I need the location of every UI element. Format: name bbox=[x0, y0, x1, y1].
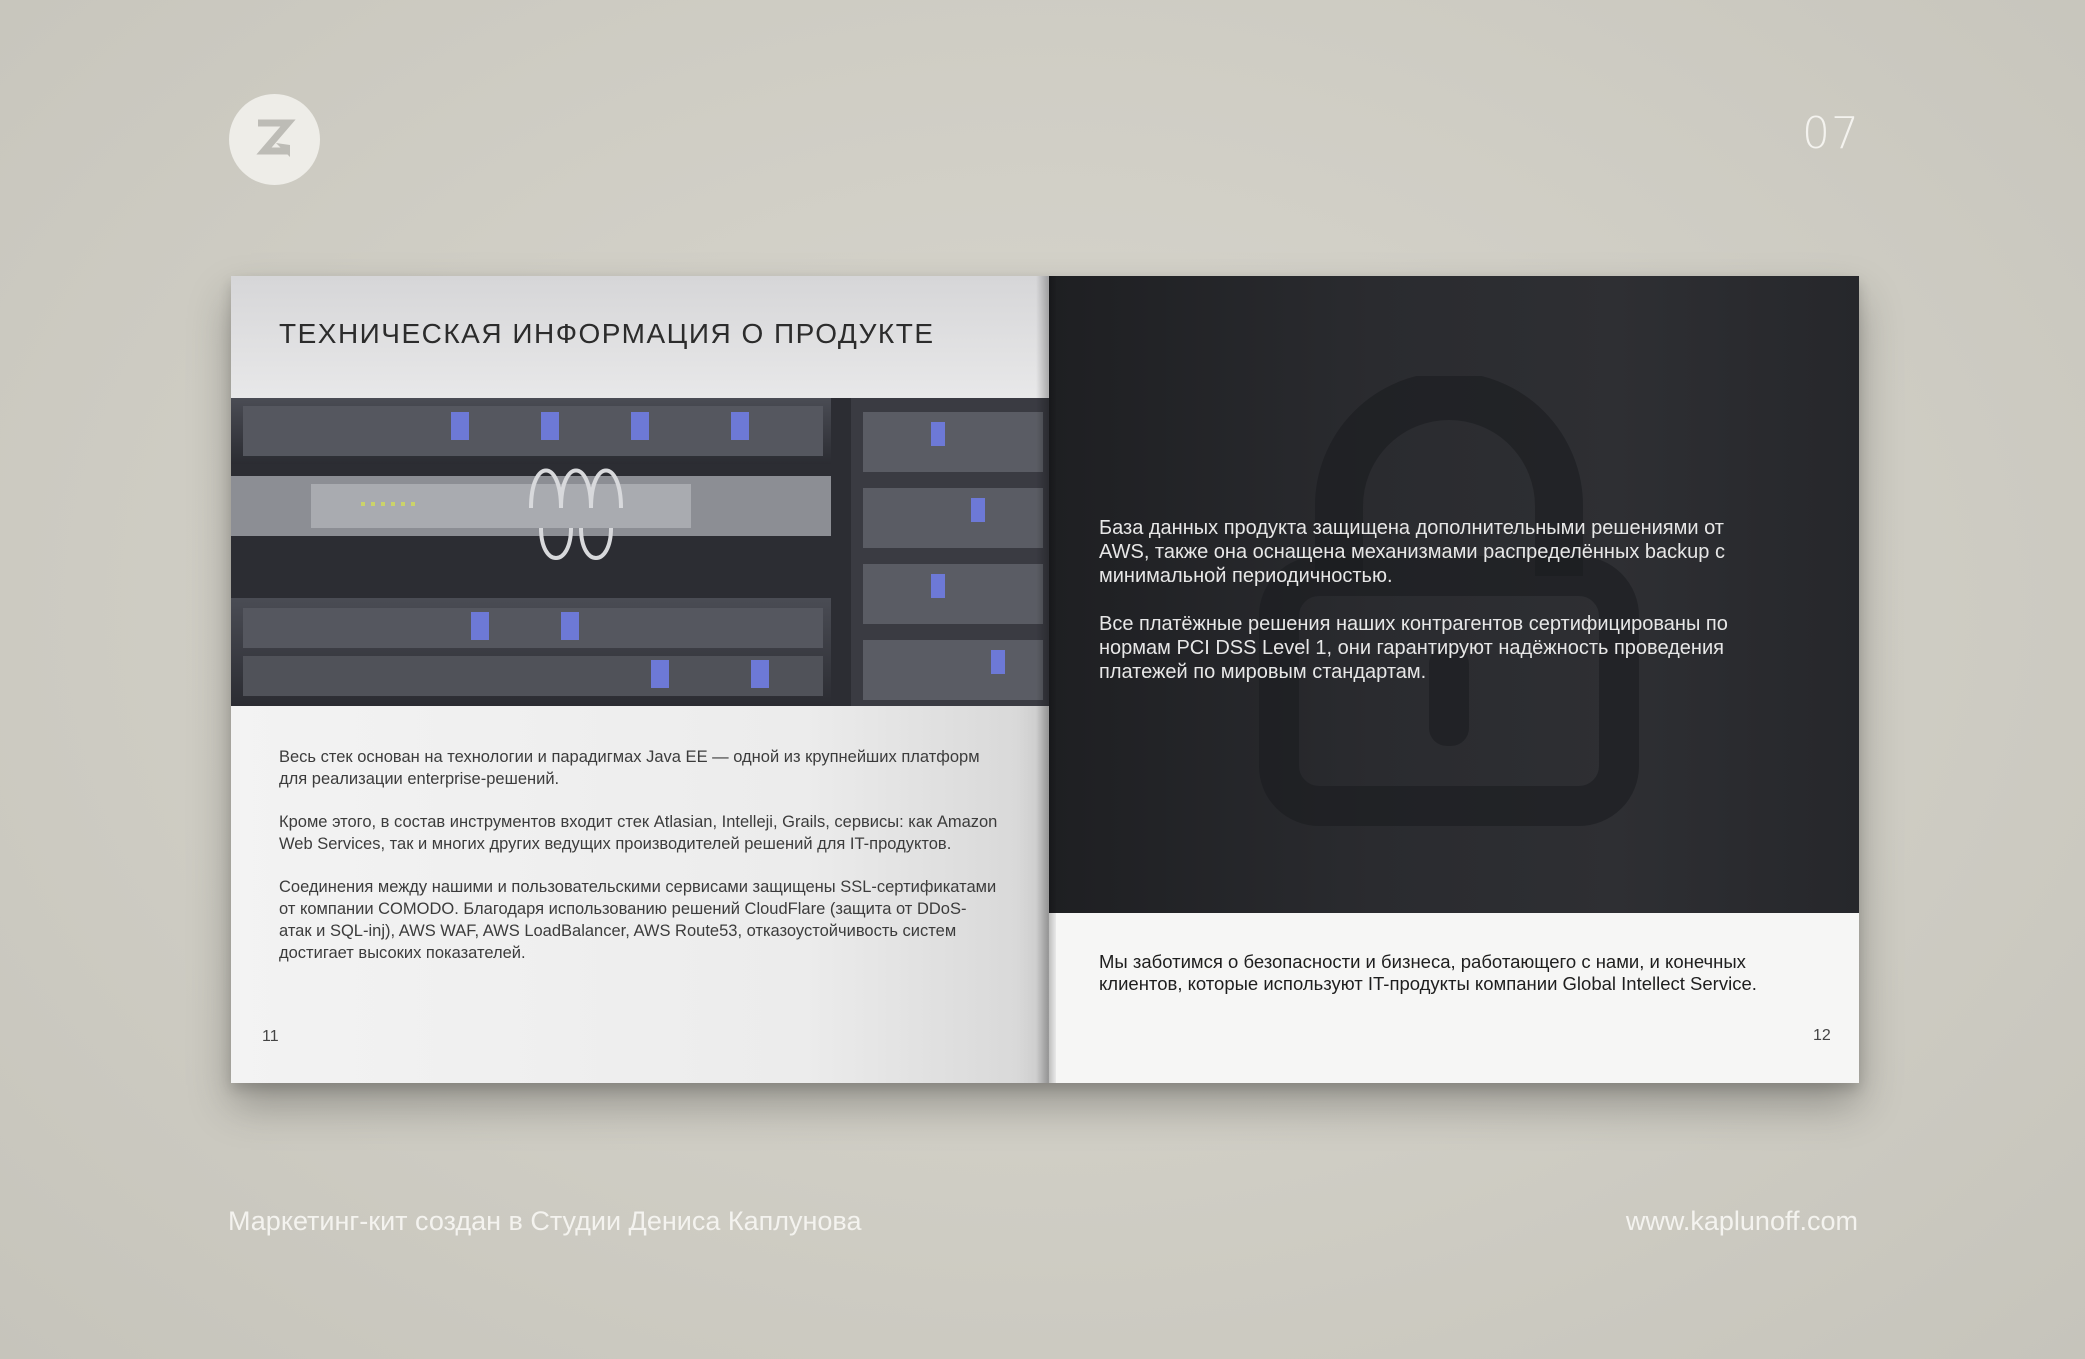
brochure-spread bbox=[231, 276, 1859, 1083]
footer-credit: Маркетинг-кит создан в Студии Дениса Каплунова bbox=[228, 1206, 862, 1236]
right-page bbox=[1049, 276, 1859, 1083]
paragraph-pci-dss: Все платёжные решения наших контрагентов сертифицированы по нормам PCI DSS Level 1, они гарантируют надёжность проведения платежей по мировым стандартам. bbox=[1099, 613, 1728, 683]
security-description bbox=[1099, 516, 1739, 708]
paragraph-java-ee: Весь стек основан на технологии и парадигмах Java EE — одной из крупнейших платформ для реализации enterprise-решений. bbox=[279, 748, 980, 788]
paragraph-ssl: Соединения между нашими и пользовательскими сервисами защищены SSL-сертификатами от компании COMODO. Благодаря использованию решений CloudFlare (защита от DDoS-атак и SQL-inj), AWS WAF, AWS LoadBalancer, AWS Route53, отказоустойчивость систем достигает высоких показателей. bbox=[279, 878, 997, 962]
page-number-left: 11 bbox=[262, 1028, 279, 1045]
page-counter: 07 bbox=[1802, 108, 1860, 159]
technical-description bbox=[279, 746, 999, 985]
studio-logo-icon bbox=[229, 94, 320, 185]
page-title: ТЕХНИЧЕСКАЯ ИНФОРМАЦИЯ О ПРОДУКТЕ bbox=[279, 318, 935, 349]
paragraph-tools: Кроме этого, в состав инструментов входит стек Atlasian, Intelleji, Grails, сервисы: как Amazon Web Services, так и многих других ведущих производителей решений для IT-продуктов. bbox=[279, 813, 998, 853]
closing-statement: Мы заботимся о безопасности и бизнеса, работающего с нами, и конечных клиентов, которые используют IT-продукты компании Global Intellect Service. bbox=[1099, 951, 1757, 994]
book-spine bbox=[1036, 276, 1056, 1083]
page-number-right: 12 bbox=[1813, 1027, 1831, 1044]
paragraph-aws-backup: База данных продукта защищена дополнительными решениями от AWS, также она оснащена механизмами распределённых backup с минимальной периодичностью. bbox=[1099, 517, 1725, 587]
server-rack-photo bbox=[231, 398, 1049, 706]
footer-website-link[interactable]: www.kaplunoff.com bbox=[1625, 1206, 1858, 1236]
left-page bbox=[231, 276, 1049, 1083]
